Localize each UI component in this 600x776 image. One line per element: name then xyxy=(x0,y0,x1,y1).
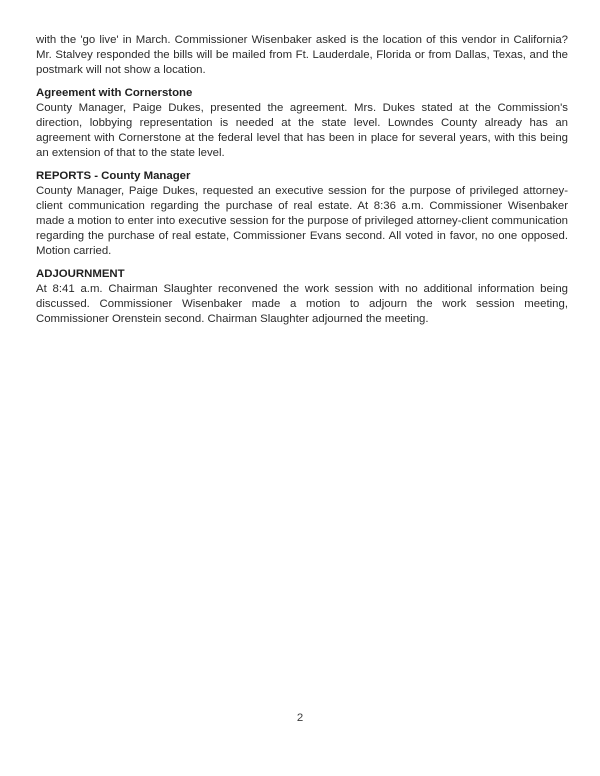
section-heading-agreement-with-cornerstone: Agreement with Cornerstone xyxy=(36,87,193,99)
paragraph-adjournment: At 8:41 a.m. Chairman Slaughter reconvened the work session with no additional information being discussed. Commissioner Wisenbaker made a motion to adjourn the work session meeting, Commissioner Orenstein second. Chairman Slaughter adjourned the meeting. xyxy=(36,283,568,325)
section-heading-adjournment: ADJOURNMENT xyxy=(36,268,125,280)
page-number: 2 xyxy=(296,712,304,724)
paragraph-continuation: with the 'go live' in March. Commissioner Wisenbaker asked is the location of this vendor in California? Mr. Stalvey responded the bills will be mailed from Ft. Lauderdale, Florida or from Dallas, Texas, and the postmark will not show a location. xyxy=(36,34,568,76)
document-body xyxy=(36,33,568,327)
paragraph-reports-county-manager: County Manager, Paige Dukes, requested an executive session for the purpose of privileged attorney-client communication regarding the purchase of real estate. At 8:36 a.m. Commissioner Wisenbaker made a motion to enter into executive session for the purpose of privileged attorney-client communication regarding the purchase of real estate, Commissioner Evans second. All voted in favor, no one opposed. Motion carried. xyxy=(36,185,568,257)
paragraph-agreement-with-cornerstone: County Manager, Paige Dukes, presented the agreement. Mrs. Dukes stated at the Commission's direction, lobbying representation is needed at the state level. Lowndes County already has an agreement with Cornerstone at the federal level that has been in place for several years, with this being an extension of that to the state level. xyxy=(36,102,568,159)
section-heading-reports-county-manager: REPORTS - County Manager xyxy=(36,170,191,182)
